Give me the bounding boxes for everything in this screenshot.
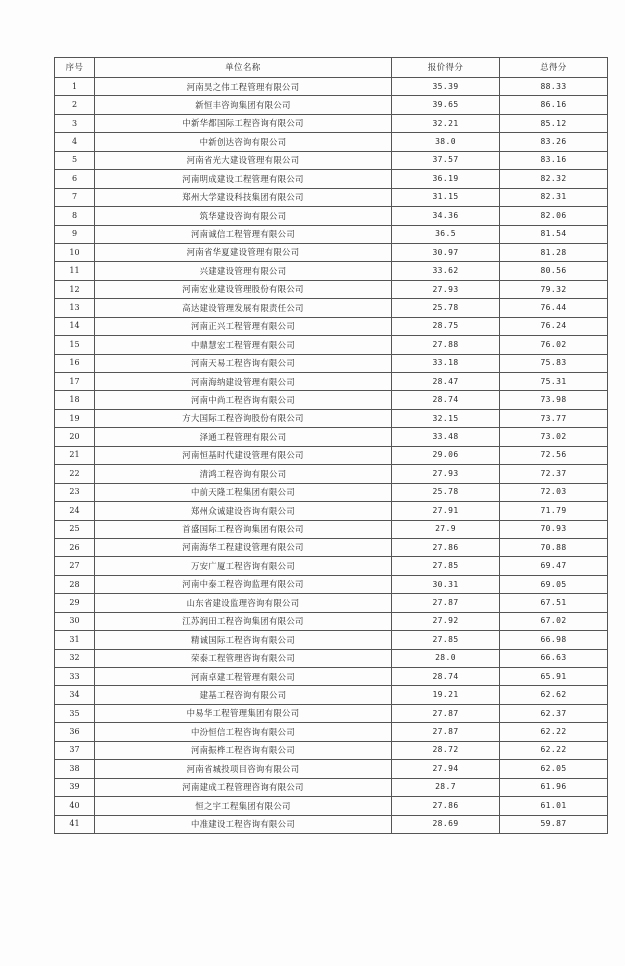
row-index: 17	[55, 373, 95, 391]
table-row	[55, 686, 608, 704]
row-index: 29	[55, 594, 95, 612]
row-index: 33	[55, 668, 95, 686]
row-index: 37	[55, 741, 95, 759]
row-index: 18	[55, 391, 95, 409]
row-company-name: 首盛国际工程咨询集团有限公司	[95, 520, 392, 538]
row-company-name: 郑州大学建设科技集团有限公司	[95, 188, 392, 206]
table-row	[55, 631, 608, 649]
row-index: 16	[55, 354, 95, 372]
row-bid-score: 25.78	[392, 483, 500, 501]
row-total-score: 76.24	[500, 317, 608, 335]
row-company-name: 河南明成建设工程管理有限公司	[95, 170, 392, 188]
table-row	[55, 704, 608, 722]
row-total-score: 65.91	[500, 668, 608, 686]
row-bid-score: 29.06	[392, 446, 500, 464]
table-row	[55, 575, 608, 593]
row-bid-score: 36.19	[392, 170, 500, 188]
row-bid-score: 33.62	[392, 262, 500, 280]
row-total-score: 81.54	[500, 225, 608, 243]
row-index: 24	[55, 502, 95, 520]
table-row	[55, 594, 608, 612]
row-index: 12	[55, 280, 95, 298]
row-total-score: 69.05	[500, 575, 608, 593]
row-total-score: 80.56	[500, 262, 608, 280]
row-company-name: 新恒丰咨询集团有限公司	[95, 96, 392, 114]
row-total-score: 75.31	[500, 373, 608, 391]
row-bid-score: 28.72	[392, 741, 500, 759]
row-total-score: 61.96	[500, 778, 608, 796]
row-total-score: 70.93	[500, 520, 608, 538]
table-row	[55, 483, 608, 501]
table-row	[55, 538, 608, 556]
table-row	[55, 114, 608, 132]
row-index: 9	[55, 225, 95, 243]
table-row	[55, 354, 608, 372]
row-total-score: 71.79	[500, 502, 608, 520]
row-index: 14	[55, 317, 95, 335]
row-total-score: 66.63	[500, 649, 608, 667]
row-total-score: 66.98	[500, 631, 608, 649]
row-total-score: 82.32	[500, 170, 608, 188]
row-index: 26	[55, 538, 95, 556]
row-bid-score: 28.7	[392, 778, 500, 796]
table-row	[55, 262, 608, 280]
row-total-score: 82.06	[500, 207, 608, 225]
row-total-score: 81.28	[500, 243, 608, 261]
table-row	[55, 668, 608, 686]
table-row	[55, 778, 608, 796]
table-row	[55, 428, 608, 446]
row-index: 38	[55, 760, 95, 778]
row-total-score: 62.22	[500, 741, 608, 759]
row-company-name: 方大国际工程咨询股份有限公司	[95, 409, 392, 427]
row-index: 32	[55, 649, 95, 667]
table-row	[55, 502, 608, 520]
table-row	[55, 520, 608, 538]
row-company-name: 中鼎慧宏工程管理有限公司	[95, 336, 392, 354]
row-total-score: 82.31	[500, 188, 608, 206]
row-total-score: 62.37	[500, 704, 608, 722]
row-bid-score: 32.21	[392, 114, 500, 132]
row-bid-score: 25.78	[392, 299, 500, 317]
row-index: 5	[55, 151, 95, 169]
row-index: 15	[55, 336, 95, 354]
row-company-name: 中易华工程管理集团有限公司	[95, 704, 392, 722]
row-bid-score: 28.47	[392, 373, 500, 391]
row-company-name: 山东省建设监理咨询有限公司	[95, 594, 392, 612]
row-bid-score: 27.86	[392, 538, 500, 556]
row-index: 13	[55, 299, 95, 317]
row-bid-score: 28.0	[392, 649, 500, 667]
row-bid-score: 27.85	[392, 557, 500, 575]
row-company-name: 郑州众诚建设咨询有限公司	[95, 502, 392, 520]
row-total-score: 73.77	[500, 409, 608, 427]
row-bid-score: 30.97	[392, 243, 500, 261]
table-row	[55, 446, 608, 464]
row-bid-score: 27.85	[392, 631, 500, 649]
row-bid-score: 27.92	[392, 612, 500, 630]
table-body	[55, 78, 608, 834]
row-index: 11	[55, 262, 95, 280]
row-company-name: 河南昊之伟工程管理有限公司	[95, 78, 392, 96]
row-company-name: 中准建设工程咨询有限公司	[95, 815, 392, 833]
table-row	[55, 225, 608, 243]
row-company-name: 中前天隆工程集团有限公司	[95, 483, 392, 501]
row-company-name: 中汾恒信工程咨询有限公司	[95, 723, 392, 741]
row-bid-score: 30.31	[392, 575, 500, 593]
table-row	[55, 336, 608, 354]
row-index: 41	[55, 815, 95, 833]
row-index: 4	[55, 133, 95, 151]
row-index: 10	[55, 243, 95, 261]
row-total-score: 76.44	[500, 299, 608, 317]
row-bid-score: 32.15	[392, 409, 500, 427]
row-bid-score: 34.36	[392, 207, 500, 225]
table-row	[55, 299, 608, 317]
row-bid-score: 27.87	[392, 594, 500, 612]
row-company-name: 清鸿工程咨询有限公司	[95, 465, 392, 483]
row-index: 6	[55, 170, 95, 188]
row-company-name: 万安广厦工程咨询有限公司	[95, 557, 392, 575]
row-total-score: 67.51	[500, 594, 608, 612]
row-company-name: 河南省光大建设管理有限公司	[95, 151, 392, 169]
row-index: 19	[55, 409, 95, 427]
row-bid-score: 27.87	[392, 704, 500, 722]
row-company-name: 河南中尚工程咨询有限公司	[95, 391, 392, 409]
row-bid-score: 38.0	[392, 133, 500, 151]
table-row	[55, 391, 608, 409]
row-total-score: 61.01	[500, 797, 608, 815]
row-company-name: 中新创达咨询有限公司	[95, 133, 392, 151]
row-total-score: 69.47	[500, 557, 608, 575]
row-company-name: 河南海华工程建设管理有限公司	[95, 538, 392, 556]
table-row	[55, 723, 608, 741]
table-row	[55, 373, 608, 391]
row-bid-score: 35.39	[392, 78, 500, 96]
row-total-score: 67.02	[500, 612, 608, 630]
row-total-score: 62.05	[500, 760, 608, 778]
row-total-score: 83.16	[500, 151, 608, 169]
row-bid-score: 27.94	[392, 760, 500, 778]
table-row	[55, 649, 608, 667]
row-bid-score: 28.69	[392, 815, 500, 833]
header-bid-score: 报价得分	[392, 58, 500, 78]
row-bid-score: 33.18	[392, 354, 500, 372]
row-index: 28	[55, 575, 95, 593]
table-row	[55, 243, 608, 261]
row-company-name: 河南正兴工程管理有限公司	[95, 317, 392, 335]
row-total-score: 86.16	[500, 96, 608, 114]
row-total-score: 83.26	[500, 133, 608, 151]
table-row	[55, 557, 608, 575]
table-row	[55, 207, 608, 225]
row-index: 3	[55, 114, 95, 132]
row-company-name: 恒之宇工程集团有限公司	[95, 797, 392, 815]
row-bid-score: 27.86	[392, 797, 500, 815]
row-company-name: 兴建建设管理有限公司	[95, 262, 392, 280]
row-bid-score: 28.75	[392, 317, 500, 335]
row-index: 25	[55, 520, 95, 538]
row-bid-score: 27.93	[392, 280, 500, 298]
table-row	[55, 409, 608, 427]
row-index: 27	[55, 557, 95, 575]
table-row	[55, 133, 608, 151]
row-index: 34	[55, 686, 95, 704]
table-row	[55, 170, 608, 188]
row-index: 31	[55, 631, 95, 649]
row-index: 23	[55, 483, 95, 501]
row-company-name: 中新华都国际工程咨询有限公司	[95, 114, 392, 132]
row-index: 22	[55, 465, 95, 483]
row-bid-score: 31.15	[392, 188, 500, 206]
table-row	[55, 151, 608, 169]
row-company-name: 河南振桦工程咨询有限公司	[95, 741, 392, 759]
row-company-name: 河南恒基时代建设管理有限公司	[95, 446, 392, 464]
row-index: 21	[55, 446, 95, 464]
row-bid-score: 27.91	[392, 502, 500, 520]
row-bid-score: 28.74	[392, 391, 500, 409]
table-row	[55, 96, 608, 114]
row-company-name: 高达建设管理发展有限责任公司	[95, 299, 392, 317]
table-row	[55, 317, 608, 335]
header-index: 序号	[55, 58, 95, 78]
row-total-score: 79.32	[500, 280, 608, 298]
table-row	[55, 815, 608, 833]
row-bid-score: 28.74	[392, 668, 500, 686]
table-row	[55, 612, 608, 630]
row-bid-score: 33.48	[392, 428, 500, 446]
row-index: 8	[55, 207, 95, 225]
row-company-name: 河南诚信工程管理有限公司	[95, 225, 392, 243]
table-row	[55, 465, 608, 483]
row-total-score: 73.02	[500, 428, 608, 446]
row-total-score: 76.02	[500, 336, 608, 354]
table-header-row	[55, 58, 608, 78]
row-company-name: 河南省城投项目咨询有限公司	[95, 760, 392, 778]
row-company-name: 河南省华夏建设管理有限公司	[95, 243, 392, 261]
row-total-score: 88.33	[500, 78, 608, 96]
row-company-name: 河南宏业建设管理股份有限公司	[95, 280, 392, 298]
row-index: 2	[55, 96, 95, 114]
row-total-score: 62.22	[500, 723, 608, 741]
row-total-score: 72.37	[500, 465, 608, 483]
row-company-name: 河南建成工程管理咨询有限公司	[95, 778, 392, 796]
row-company-name: 精诚国际工程咨询有限公司	[95, 631, 392, 649]
table-row	[55, 280, 608, 298]
row-bid-score: 27.88	[392, 336, 500, 354]
row-index: 36	[55, 723, 95, 741]
table-row	[55, 741, 608, 759]
row-bid-score: 37.57	[392, 151, 500, 169]
row-bid-score: 27.87	[392, 723, 500, 741]
row-company-name: 泽通工程管理有限公司	[95, 428, 392, 446]
row-index: 40	[55, 797, 95, 815]
row-bid-score: 27.93	[392, 465, 500, 483]
header-total-score: 总得分	[500, 58, 608, 78]
row-index: 39	[55, 778, 95, 796]
header-company-name: 单位名称	[95, 58, 392, 78]
row-bid-score: 36.5	[392, 225, 500, 243]
row-total-score: 72.03	[500, 483, 608, 501]
table-row	[55, 797, 608, 815]
row-company-name: 荣泰工程管理咨询有限公司	[95, 649, 392, 667]
row-company-name: 江苏润田工程咨询集团有限公司	[95, 612, 392, 630]
row-total-score: 85.12	[500, 114, 608, 132]
row-index: 20	[55, 428, 95, 446]
row-total-score: 62.62	[500, 686, 608, 704]
row-company-name: 河南卓建工程管理有限公司	[95, 668, 392, 686]
row-company-name: 河南天易工程咨询有限公司	[95, 354, 392, 372]
row-bid-score: 27.9	[392, 520, 500, 538]
row-company-name: 河南中泰工程咨询监理有限公司	[95, 575, 392, 593]
score-table	[54, 57, 608, 834]
row-bid-score: 39.65	[392, 96, 500, 114]
row-index: 1	[55, 78, 95, 96]
row-total-score: 73.98	[500, 391, 608, 409]
row-company-name: 建基工程咨询有限公司	[95, 686, 392, 704]
row-index: 30	[55, 612, 95, 630]
row-company-name: 筑华建设咨询有限公司	[95, 207, 392, 225]
row-total-score: 75.83	[500, 354, 608, 372]
row-index: 7	[55, 188, 95, 206]
table-row	[55, 760, 608, 778]
row-index: 35	[55, 704, 95, 722]
table-row	[55, 188, 608, 206]
row-company-name: 河南海纳建设管理有限公司	[95, 373, 392, 391]
row-total-score: 70.88	[500, 538, 608, 556]
row-bid-score: 19.21	[392, 686, 500, 704]
table-row	[55, 78, 608, 96]
row-total-score: 59.87	[500, 815, 608, 833]
row-total-score: 72.56	[500, 446, 608, 464]
